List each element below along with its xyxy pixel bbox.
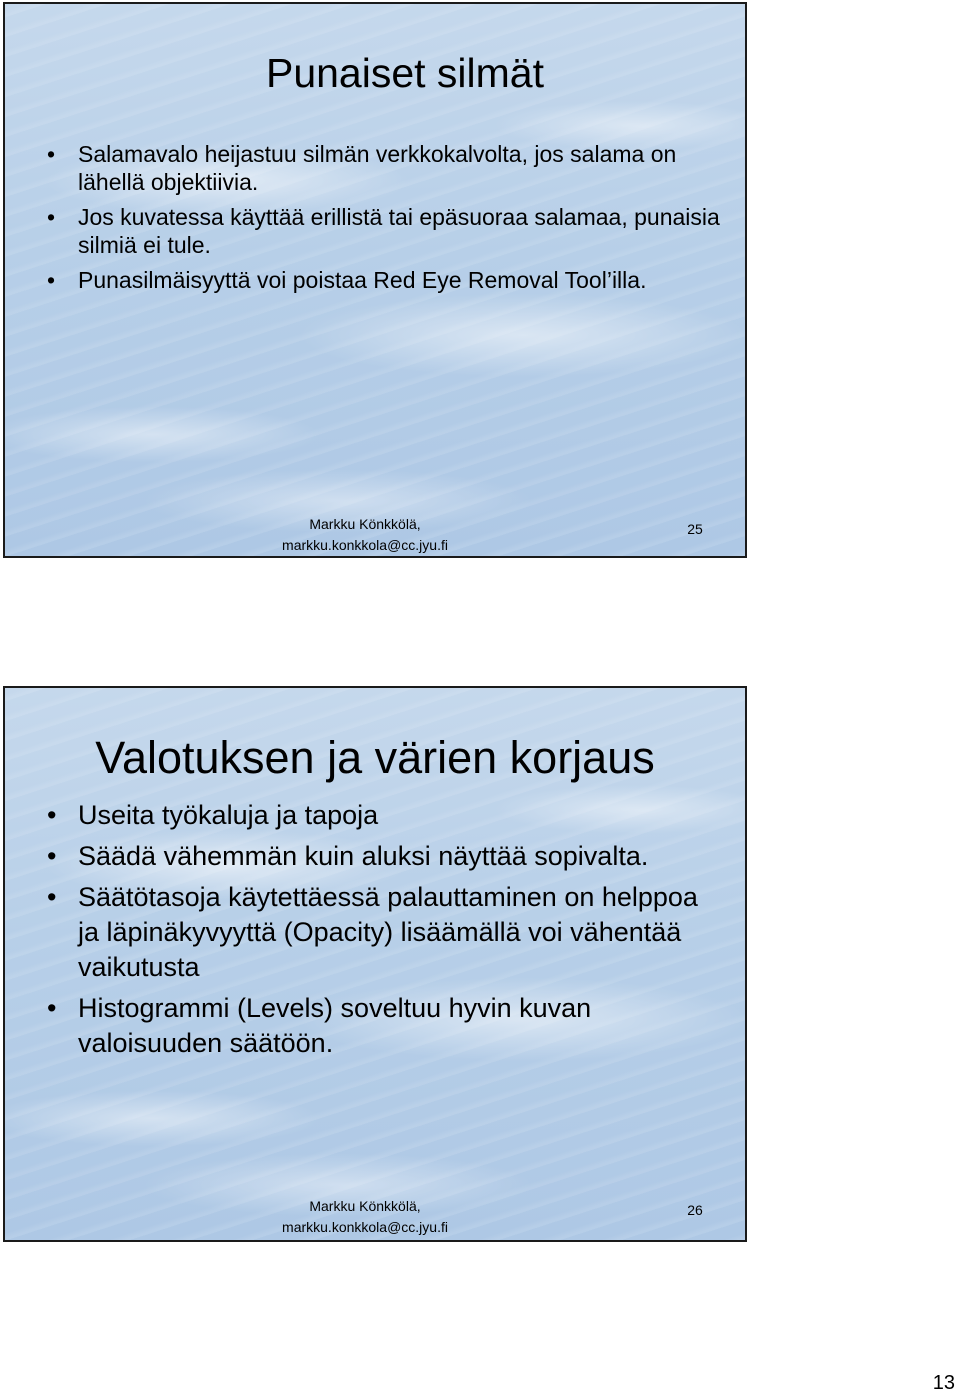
- page-number: 13: [932, 1372, 955, 1394]
- author-name: Markku Könkkölä,: [309, 516, 421, 532]
- slide-footer-author: [255, 1196, 475, 1238]
- bullet-item: • Histogrammi (Levels) soveltuu hyvin kuvan valoisuuden säätöön.: [47, 991, 725, 1061]
- slide-number: 25: [687, 521, 703, 537]
- slide-title: Valotuksen ja värien korjaus: [95, 732, 655, 783]
- bullet-list: [47, 140, 725, 301]
- author-email: markku.konkkola@cc.jyu.fi: [282, 1219, 448, 1235]
- bullet-item: • Useita työkaluja ja tapoja: [47, 798, 725, 833]
- slide-number: 26: [687, 1202, 703, 1218]
- bullet-item: • Punasilmäisyyttä voi poistaa Red Eye Removal Tool’illa.: [47, 266, 725, 294]
- bullet-item: • Salamavalo heijastuu silmän verkkokalvolta, jos salama on lähellä objektiivia.: [47, 140, 725, 196]
- slide-footer-author: [255, 514, 475, 556]
- slide-title: Punaiset silmät: [265, 50, 544, 96]
- author-name: Markku Könkkölä,: [309, 1198, 421, 1214]
- slide-26: [3, 686, 747, 1242]
- bullet-item: • Säätötasoja käytettäessä palauttaminen on helppoa ja läpinäkyvyyttä (Opacity) lisäämällä voi vähentää vaikutusta: [47, 880, 725, 985]
- slide-25: [3, 2, 747, 558]
- author-email: markku.konkkola@cc.jyu.fi: [282, 537, 448, 553]
- bullet-item: • Säädä vähemmän kuin aluksi näyttää sopivalta.: [47, 839, 725, 874]
- bullet-item: • Jos kuvatessa käyttää erillistä tai epäsuoraa salamaa, punaisia silmiä ei tule.: [47, 203, 725, 259]
- bullet-list: [47, 798, 725, 1067]
